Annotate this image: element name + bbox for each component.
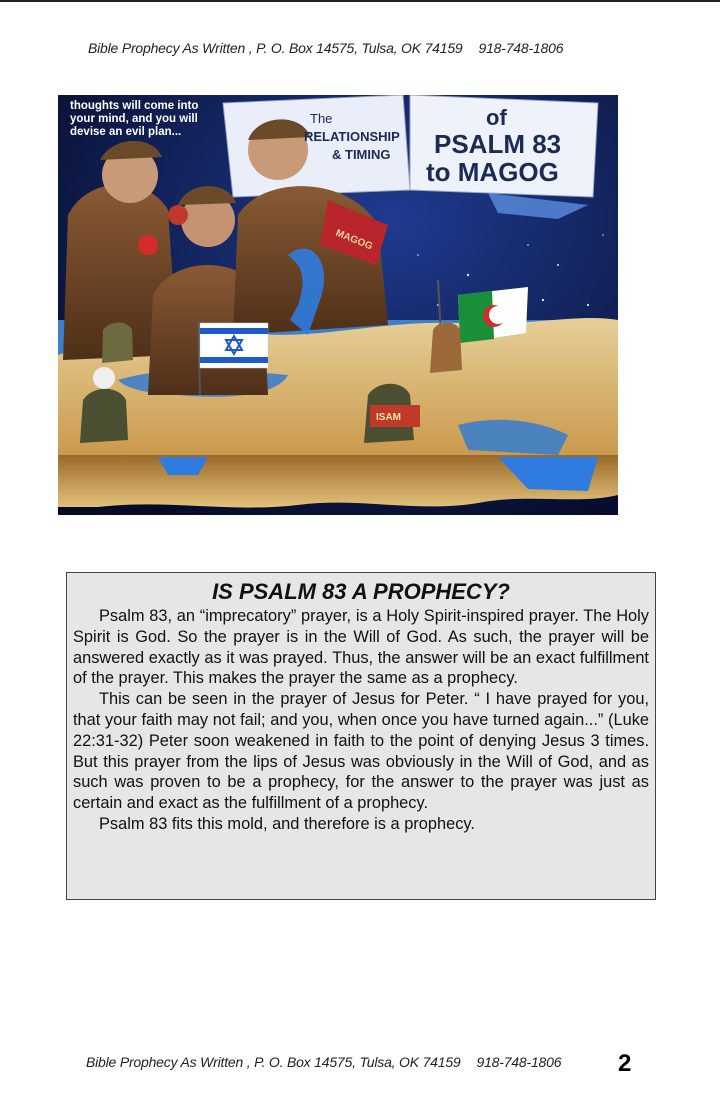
footer-phone: 918-748-1806 xyxy=(476,1054,562,1070)
svg-text:MAGOG: MAGOG xyxy=(333,227,375,253)
page-number: 2 xyxy=(618,1050,632,1077)
top-border xyxy=(0,0,720,2)
header-phone: 918-748-1806 xyxy=(478,40,564,56)
speech-text: thoughts will come into your mind, and you will devise an evil plan... xyxy=(70,100,199,138)
cover-illustration xyxy=(58,95,618,515)
article-paragraph-3: Psalm 83 fits this mold, and therefore is a prophecy. xyxy=(99,814,475,833)
article-box xyxy=(66,572,656,900)
article-paragraph-2: This can be seen in the prayer of Jesus for Peter. “ I have prayed for you, that your faith may not fail; and you, when once you have turned again...” (Luke 22:31-32) Peter soon weakened in faith to the point of denying Jesus 3 times. But this prayer from the lips of Jesus was obviously in the Will of God, and as such was proven to be a prophecy, for the answer to the prayer was just as certain and exact as the fulfillment of a prophecy. xyxy=(73,690,649,813)
svg-text:ISAM: ISAM xyxy=(376,412,401,423)
article-paragraph-1: Psalm 83, an “imprecatory” prayer, is a Holy Spirit-inspired prayer. The Holy Spirit is God. So the prayer is in the Will of God. As such, the prayer will be answered exactly as it was prayed. Thus, the answer will be an exact fulfillment of the prayer. This makes the prayer the same as a prophecy. xyxy=(73,607,649,688)
page-footer xyxy=(86,1054,561,1070)
page-header xyxy=(88,40,563,56)
book-title-right: of PSALM 83 to MAGOG xyxy=(426,105,562,187)
header-address: Bible Prophecy As Written , P. O. Box 14575, Tulsa, OK 74159 xyxy=(88,40,463,56)
article-title: IS PSALM 83 A PROPHECY? xyxy=(212,579,510,604)
footer-address: Bible Prophecy As Written , P. O. Box 14575, Tulsa, OK 74159 xyxy=(86,1054,461,1070)
book-title-left: The RELATIONSHIP & TIMING xyxy=(304,111,400,162)
